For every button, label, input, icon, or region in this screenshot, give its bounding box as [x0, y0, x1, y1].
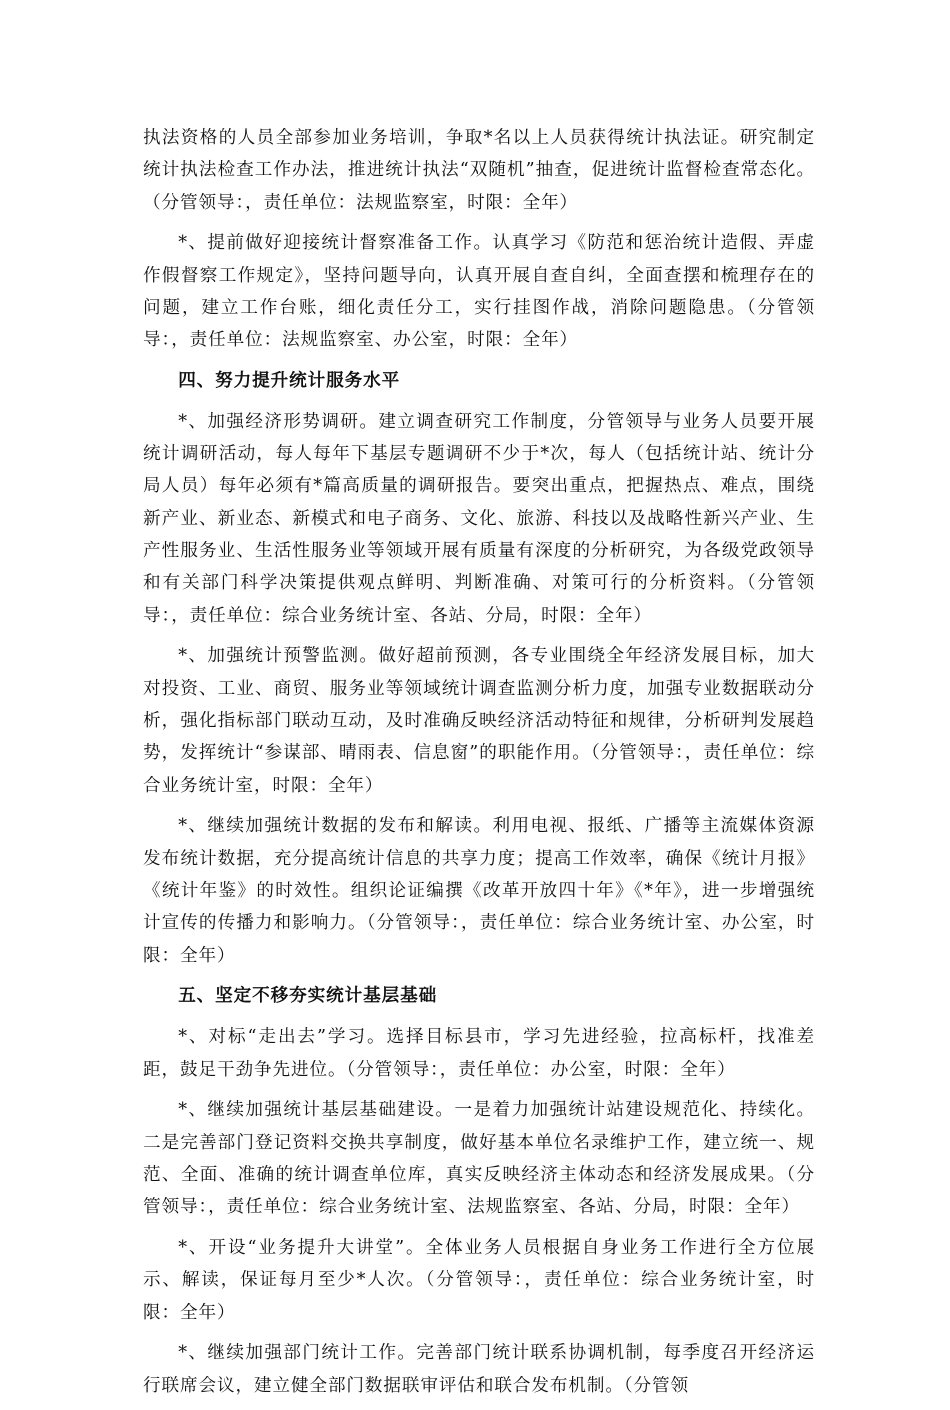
paragraph-lecture-hall: *、开设“业务提升大讲堂”。全体业务人员根据自身业务工作进行全方位展示、解读，保证每月至少*人次。（分管领导：，责任单位：综合业务统计室，时限：全年）	[143, 1238, 815, 1323]
paragraph-inspection-preparation: *、提前做好迎接统计督察准备工作。认真学习《防范和惩治统计造假、弄虚作假督察工作规定》，坚持问题导向，认真开展自查自纠，全面查摆和梳理存在的问题，建立工作台账，细化责任分工，实行挂图作战，消除问题隐患。（分管领导：，责任单位：法规监察室、办公室，时限：全年）	[143, 233, 815, 351]
paragraph-early-warning: *、加强统计预警监测。做好超前预测，各专业围绕全年经济发展目标，加大对投资、工业、商贸、服务业等领域统计调查监测分析力度，加强专业数据联动分析，强化指标部门联动互动，及时准确反映经济活动特征和规律，分析研判发展趋势，发挥统计“参谋部、晴雨表、信息窗”的职能作用。（分管领导：，责任单位：综合业务统计室，时限：全年）	[143, 646, 815, 796]
paragraph-grassroots-building: *、继续加强统计基层基础建设。一是着力加强统计站建设规范化、持续化。二是完善部门登记资料交换共享制度，做好基本单位名录维护工作，建立统一、规范、全面、准确的统计调查单位库，真实反映经济主体动态和经济发展成果。（分管领导：，责任单位：综合业务统计室、法规监察室、各站、分局，时限：全年）	[143, 1100, 815, 1218]
section-heading-four: 四、努力提升统计服务水平	[178, 371, 401, 392]
paragraph-benchmark-learning: *、对标“走出去”学习。选择目标县市，学习先进经验，拉高标杆，找准差距，鼓足干劲争先进位。（分管领导：，责任单位：办公室，时限：全年）	[143, 1027, 815, 1080]
section-heading-five: 五、坚定不移夯实统计基层基础	[178, 986, 438, 1007]
paragraph-department-statistics: *、继续加强部门统计工作。完善部门统计联系协调机制，每季度召开经济运行联席会议，建立健全部门数据联审评估和联合发布机制。（分管领	[143, 1343, 815, 1396]
paragraph-law-enforcement-training: 执法资格的人员全部参加业务培训，争取*名以上人员获得统计执法证。研究制定统计执法检查工作办法，推进统计执法“双随机”抽查，促进统计监督检查常态化。（分管领导：，责任单位：法规监察室，时限：全年）	[143, 128, 815, 213]
paragraph-economic-research: *、加强经济形势调研。建立调查研究工作制度，分管领导与业务人员要开展统计调研活动，每人每年下基层专题调研不少于*次，每人（包括统计站、统计分局人员）每年必须有*篇高质量的调研报告。要突出重点，把握热点、难点，围绕新产业、新业态、新模式和电子商务、文化、旅游、科技以及战略性新兴产业、生产性服务业、生活性服务业等领域开展有质量有深度的分析研究，为各级党政领导和有关部门科学决策提供观点鲜明、判断准确、对策可行的分析资料。（分管领导：，责任单位：综合业务统计室、各站、分局，时限：全年）	[143, 411, 815, 626]
document-page	[143, 122, 815, 1410]
paragraph-data-release: *、继续加强统计数据的发布和解读。利用电视、报纸、广播等主流媒体资源发布统计数据，充分提高统计信息的共享力度；提高工作效率，确保《统计月报》《统计年鉴》的时效性。组织论证编撰《改革开放四十年》《*年》，进一步增强统计宣传的传播力和影响力。（分管领导：，责任单位：综合业务统计室、办公室，时限：全年）	[143, 816, 815, 966]
